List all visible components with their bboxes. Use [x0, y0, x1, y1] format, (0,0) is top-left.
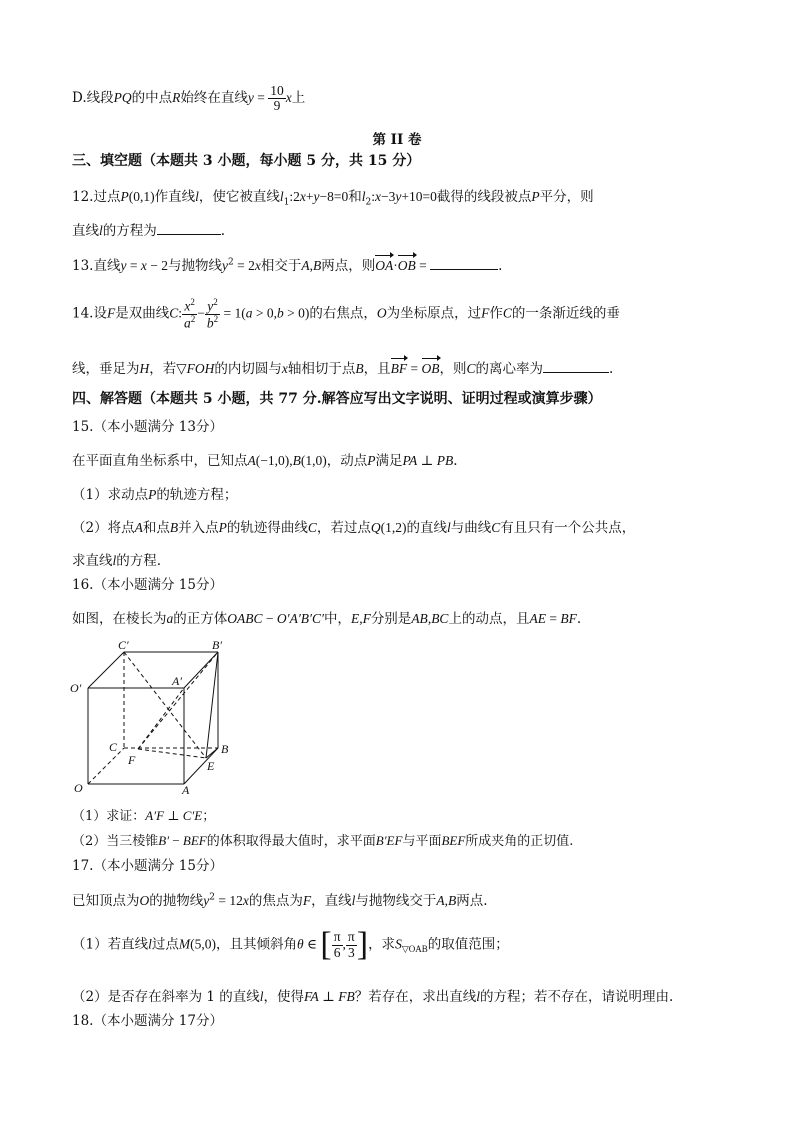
q17-part-2: （2）是否存在斜率为 1 的直线l，使得FA ⊥ FB？若存在，求出直线l的方程；若不存在，请说明理由. [72, 989, 674, 1005]
q12-line-2: 直线l的方程为 . [72, 223, 226, 239]
label-a-prime: A′ [172, 674, 182, 688]
q16-part-1: （1）求证：A′F ⊥ C′E； [72, 808, 216, 824]
q17-part-1: （1）若直线l过点M(5,0)，且其倾斜角θ ∈ [ $\frac{\pi}{6}$ , $\frac{\pi}{3}$ ]，求$S_{▽OAB}$的取值范围； [72, 926, 509, 963]
label-c-prime: C′ [118, 638, 129, 652]
q15-part-2: （2）将点A和点B并入点P的轨迹得曲线C，若过点Q(1,2)的直线l与曲线C有且只有一个公共点， [72, 520, 636, 536]
q15-part-1: （1）求动点P的轨迹方程； [72, 487, 238, 503]
q13: 13.直线y = x − 2与抛物线$y^2 = 2x$相交于A,B两点，则OA·OB = . [72, 257, 503, 274]
q16-head: 16.（本小题满分 15分） [72, 577, 223, 593]
answer-blank[interactable] [430, 269, 498, 270]
label-f: F [128, 753, 136, 767]
q14-line-2: 线，垂足为H，若▽FOH的内切圆与x轴相切于点B，且BF = OB，则C的离心率为 . [72, 361, 614, 377]
part-title: 第 II 卷 [372, 132, 422, 148]
q17-stem: 已知顶点为O的抛物线$y^2 = 12x$的焦点为F，直线l与抛物线交于A,B两点. [72, 892, 488, 909]
label-o-prime: O′ [70, 681, 82, 695]
section-4-title: 四、解答题（本题共 5 小题，共 77 分.解答应写出文字说明、证明过程或演算步骤） [72, 391, 602, 407]
q14-line-1: 14.设F是双曲线C: $\frac{x^2}{a^2}$ − $\frac{y^2}{b^2}$ = 1(a > 0,b > 0)的右焦点，O为坐标原点，过F作C的一条渐近线的垂 [72, 297, 620, 331]
q18-head: 18.（本小题满分 17分） [72, 1013, 223, 1029]
cube-figure [66, 636, 236, 796]
label-b: B [221, 742, 229, 756]
label-c: C [109, 740, 118, 754]
q15-stem: 在平面直角坐标系中，已知点A(−1,0),B(1,0)，动点P满足PA ⊥ PB. [72, 453, 458, 469]
q15-part-2-cont: 求直线l的方程. [72, 553, 162, 569]
section-3-title: 三、填空题（本题共 3 小题，每小题 5 分，共 15 分） [72, 153, 421, 169]
q12-line-1: 12.过点P(0,1)作直线l，使它被直线$l_1:2x+y-8=0$和$l_2:x-3y+10=0$截得的线段被点P平分，则 [72, 189, 594, 208]
label-e: E [207, 759, 215, 773]
label-o: O [74, 781, 83, 795]
option-d: D.线段PQ的中点R始终在直线y = $\frac{10}{9}$ x上 [72, 83, 306, 114]
q16-part-2: （2）当三棱锥B′ − BEF的体积取得最大值时，求平面B′EF与平面BEF所成夹角的正切值. [72, 833, 574, 849]
q16-stem: 如图，在棱长为a的正方体OABC − O′A′B′C′中，E,F分别是AB,BC上的动点，且AE = BF. [72, 611, 582, 627]
label-a: A [182, 783, 190, 796]
q15-head: 15.（本小题满分 13分） [72, 419, 223, 435]
answer-blank[interactable] [543, 372, 609, 373]
fraction: $\frac{10}{9}$ [270, 83, 284, 114]
q17-head: 17.（本小题满分 15分） [72, 858, 223, 874]
label-b-prime: B′ [212, 638, 222, 652]
answer-blank[interactable] [157, 234, 221, 235]
